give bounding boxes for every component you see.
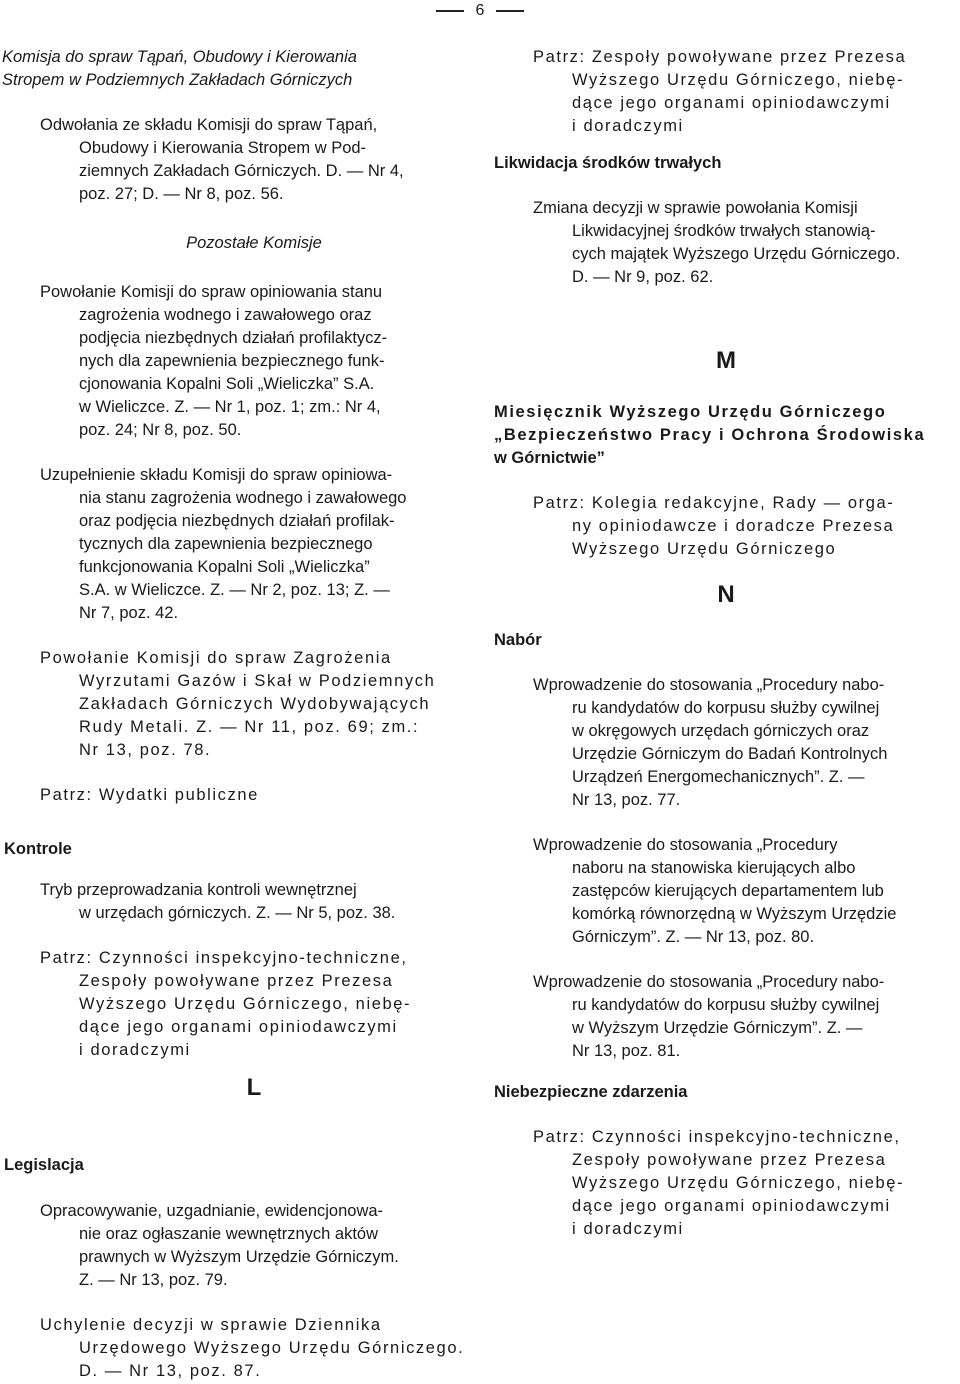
text-line: Wprowadzenie do stosowania „Procedury nabo- — [533, 973, 885, 991]
text-line: oraz podjęcia niezbędnych działań profilak- — [79, 512, 395, 530]
text-line: D. — Nr 9, poz. 62. — [572, 268, 714, 286]
text-line: ru kandydatów do korpusu służby cywilnej — [572, 699, 880, 717]
text-line: Tryb przeprowadzania kontroli wewnętrznej — [40, 881, 357, 899]
text-line: D. — Nr 13, poz. 87. — [79, 1362, 262, 1380]
text-line: i doradczymi — [79, 1041, 191, 1059]
letter-heading-m: M — [716, 347, 736, 374]
entry-procedura-kierujacy — [494, 834, 958, 949]
keyword-kontrole: Kontrole — [4, 840, 72, 858]
entry-uzupelnienie-wieliczka — [40, 464, 468, 625]
header-dash-left — [436, 10, 464, 12]
text-line: poz. 24; Nr 8, poz. 50. — [79, 421, 242, 439]
text-line: funkcjonowania Kopalni Soli „Wieliczka” — [79, 558, 370, 576]
text-line: Odwołania ze składu Komisji do spraw Tąpań, — [40, 116, 378, 134]
text-line: cych majątek Wyższego Urzędu Górniczego. — [572, 245, 901, 263]
text-line: ziemnych Zakładach Górniczych. D. — Nr 4, — [79, 162, 404, 180]
text-line: dące jego organami opiniodawczymi — [572, 94, 891, 112]
keyword-legislacja: Legislacja — [4, 1156, 84, 1174]
text-line: Uchylenie decyzji w sprawie Dziennika — [40, 1316, 382, 1334]
keyword-likwidacja: Likwidacja środków trwałych — [494, 154, 722, 172]
text-line: prawnych w Wyższym Urzędzie Górniczym. — [79, 1248, 399, 1266]
cross-reference-zespoly — [494, 46, 958, 138]
letter-heading-n: N — [717, 581, 735, 608]
text-line: Nr 7, poz. 42. — [79, 604, 179, 622]
entry-zmiana-decyzji — [494, 197, 958, 289]
entry-uchylenie-decyzji — [40, 1314, 468, 1383]
text-line: S.A. w Wieliczce. Z. — Nr 2, poz. 13; Z. — — [79, 581, 390, 599]
text-line: Nr 13, poz. 78. — [79, 741, 212, 759]
keyword-nabor: Nabór — [494, 631, 542, 649]
text-line: naboru na stanowiska kierujących albo — [572, 859, 856, 877]
cross-reference-czynnosci — [494, 1126, 958, 1241]
cross-reference-kolegia — [494, 492, 958, 561]
keyword-line: „Bezpieczeństwo Pracy i Ochrona Środowiska — [494, 426, 926, 444]
keyword-miesiecznik — [494, 401, 958, 470]
text-line: w Wyższym Urzędzie Górniczym”. Z. — — [572, 1019, 863, 1037]
text-line: Zakładach Górniczych Wydobywających — [79, 695, 431, 713]
text-line: komórką równorzędną w Wyższym Urzędzie — [572, 905, 897, 923]
text-line: Wyższego Urzędu Górniczego, niebę- — [572, 71, 905, 89]
text-line: Z. — Nr 13, poz. 79. — [79, 1271, 228, 1289]
cross-reference-wydatki: Patrz: Wydatki publiczne — [40, 786, 259, 804]
text-line: Urzędzie Górniczym do Badań Kontrolnych — [572, 745, 888, 763]
text-line: nych dla zapewnienia bezpiecznego funk- — [79, 352, 385, 370]
text-line: Patrz: Zespoły powoływane przez Prezesa — [533, 48, 907, 66]
page-number: 6 — [475, 2, 485, 19]
text-line: Likwidacyjnej środków trwałych stanowią- — [572, 222, 876, 240]
cross-reference-kontrole — [40, 947, 468, 1062]
text-line: poz. 27; D. — Nr 8, poz. 56. — [79, 185, 284, 203]
text-line: Patrz: Kolegia redakcyjne, Rady — orga- — [533, 494, 895, 512]
text-line: Patrz: Czynności inspekcyjno-techniczne, — [40, 949, 408, 967]
text-line: nia stanu zagrożenia wodnego i zawałowego — [79, 489, 407, 507]
entry-opracowywanie-aktow — [40, 1200, 468, 1292]
letter-heading-l: L — [246, 1074, 262, 1101]
entry-procedura-wug — [494, 971, 958, 1063]
header-dash-right — [496, 10, 524, 12]
entry-odwolania — [40, 114, 468, 206]
text-line: dące jego organami opiniodawczymi — [572, 1197, 891, 1215]
text-line: Wyższego Urzędu Górniczego — [572, 540, 837, 558]
text-line: Nr 13, poz. 77. — [572, 791, 681, 809]
text-line: Patrz: Czynności inspekcyjno-techniczne, — [533, 1128, 901, 1146]
text-line: Wprowadzenie do stosowania „Procedury nabo- — [533, 676, 885, 694]
text-line: Obudowy i Kierowania Stropem w Pod- — [79, 139, 367, 157]
text-line: w okręgowych urzędach górniczych oraz — [572, 722, 870, 740]
text-line: Rudy Metali. Z. — Nr 11, poz. 69; zm.: — [79, 718, 420, 736]
page-header — [0, 0, 960, 22]
text-line: Urzędowego Wyższego Urzędu Górniczego. — [79, 1339, 465, 1357]
text-line: zastępców kierujących departamentem lub — [572, 882, 884, 900]
text-line: Wprowadzenie do stosowania „Procedury — [533, 836, 838, 854]
text-line: Zmiana decyzji w sprawie powołania Komisji — [533, 199, 858, 217]
text-line: Powołanie Komisji do spraw Zagrożenia — [40, 649, 392, 667]
subsection-title-pozostale: Pozostałe Komisje — [186, 234, 322, 252]
text-line: w Wieliczce. Z. — Nr 1, poz. 1; zm.: Nr 4, — [79, 398, 381, 416]
text-line: Zespoły powoływane przez Prezesa — [79, 972, 394, 990]
text-line: zagrożenia wodnego i zawałowego oraz — [79, 306, 372, 324]
text-line: Urządzeń Energomechanicznych”. Z. — — [572, 768, 865, 786]
text-line: Nr 13, poz. 81. — [572, 1042, 681, 1060]
text-line: Wyższego Urzędu Górniczego, niebę- — [79, 995, 412, 1013]
section-title-line: Komisja do spraw Tąpań, Obudowy i Kierowania — [2, 48, 357, 66]
text-line: tycznych dla zapewnienia bezpiecznego — [79, 535, 373, 553]
right-column — [494, 46, 958, 1241]
text-line: i doradczymi — [572, 117, 684, 135]
text-line: w urzędach górniczych. Z. — Nr 5, poz. 38. — [79, 904, 396, 922]
text-line: Powołanie Komisji do spraw opiniowania stanu — [40, 283, 383, 301]
text-line: dące jego organami opiniodawczymi — [79, 1018, 398, 1036]
text-line: ru kandydatów do korpusu służby cywilnej — [572, 996, 880, 1014]
text-line: cjonowania Kopalni Soli „Wieliczka” S.A. — [79, 375, 375, 393]
entry-tryb-kontroli — [40, 879, 468, 925]
text-line: Górniczym”. Z. — Nr 13, poz. 80. — [572, 928, 815, 946]
text-line: Opracowywanie, uzgadnianie, ewidencjonowa- — [40, 1202, 384, 1220]
keyword-niebezpieczne: Niebezpieczne zdarzenia — [494, 1083, 688, 1101]
text-line: Uzupełnienie składu Komisji do spraw opiniowa- — [40, 466, 393, 484]
text-line: podjęcia niezbędnych działań profilaktycz- — [79, 329, 388, 347]
text-line: i doradczymi — [572, 1220, 684, 1238]
text-line: Wyrzutami Gazów i Skał w Podziemnych — [79, 672, 436, 690]
text-line: nie oraz ogłaszanie wewnętrznych aktów — [79, 1225, 378, 1243]
entry-powolanie-wieliczka — [40, 281, 468, 442]
section-title-line: Stropem w Podziemnych Zakładach Górniczych — [2, 71, 353, 89]
keyword-line: w Górnictwie” — [494, 449, 605, 467]
entry-procedura-okregowe — [494, 674, 958, 812]
text-line: Zespoły powoływane przez Prezesa — [572, 1151, 887, 1169]
entry-powolanie-zagrozenia — [40, 647, 468, 762]
text-line: ny opiniodawcze i doradcze Prezesa — [572, 517, 895, 535]
text-line: Wyższego Urzędu Górniczego, niebę- — [572, 1174, 905, 1192]
keyword-line: Miesięcznik Wyższego Urzędu Górniczego — [494, 403, 887, 421]
section-title-komisja — [2, 46, 468, 92]
